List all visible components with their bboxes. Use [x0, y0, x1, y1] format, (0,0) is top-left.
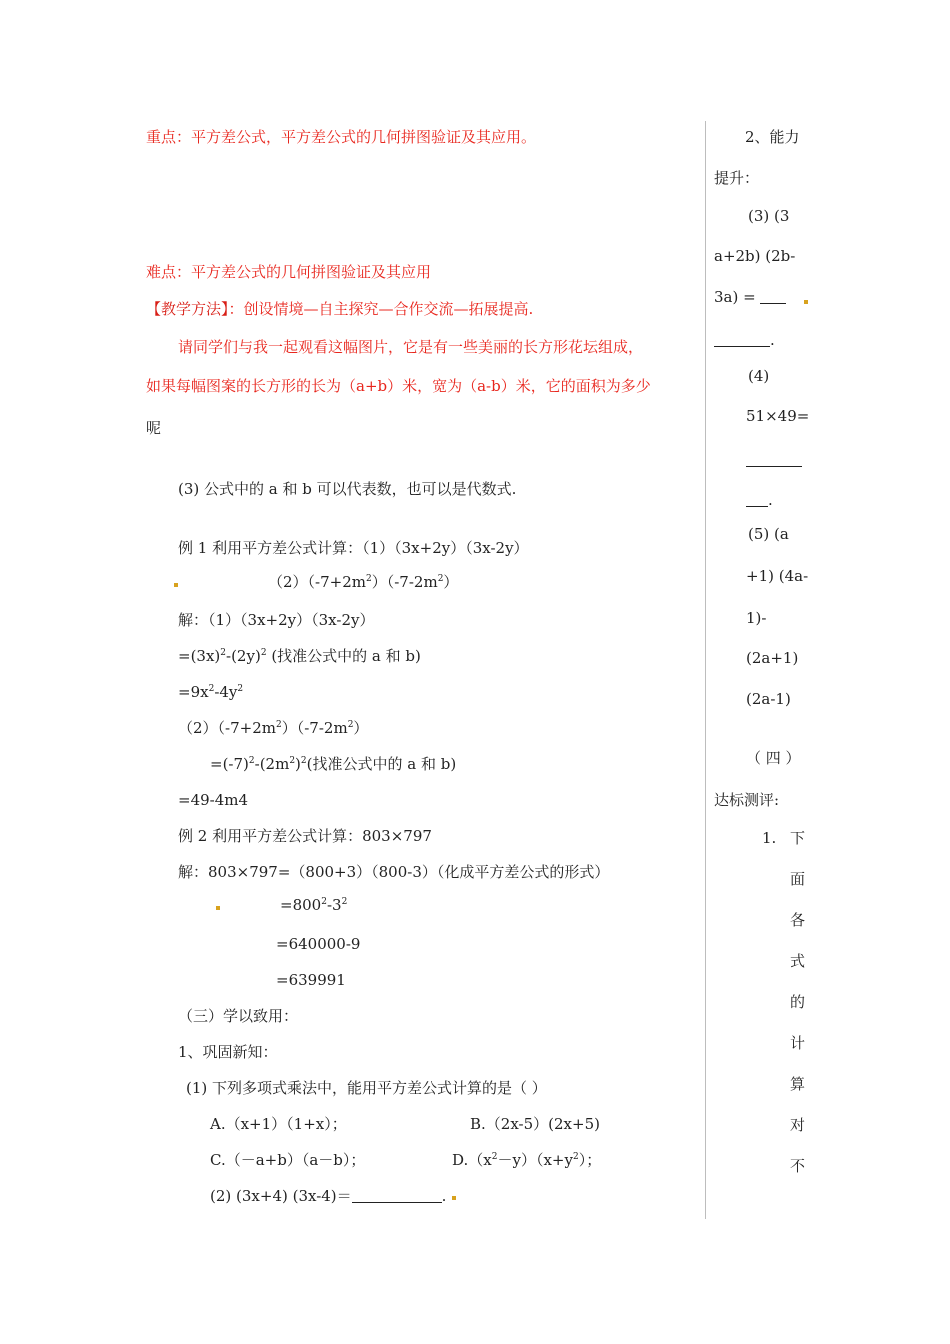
- example-2-title: 例 2 利用平方差公式计算：803×797: [178, 827, 432, 845]
- answer-blank[interactable]: [746, 452, 802, 467]
- intro-line-1: 请同学们与我一起观看这幅图片，它是有一些美丽的长方形花坛组成，: [178, 338, 644, 356]
- right-line-4: a+2b) (2b-: [714, 247, 796, 265]
- marker-dot: [216, 906, 220, 910]
- solution-1-line-4: $(2)(-7+2m^2)(-7-2m^2)$: [178, 719, 369, 737]
- right-line-1: 2、能力: [745, 128, 800, 146]
- right-line-17: 1.: [762, 829, 777, 847]
- vertical-char: 面: [790, 870, 806, 888]
- right-line-12: 1)-: [746, 609, 767, 627]
- option-c: C.（－a+b）（a－b）；: [210, 1151, 366, 1169]
- answer-blank[interactable]: [352, 1188, 442, 1203]
- solution-2-line-3: =640000-9: [276, 935, 361, 953]
- key-point: 重点：平方差公式，平方差公式的几何拼图验证及其应用。: [146, 128, 537, 146]
- solution-2-line-1: 解：803×797=（800+3）（800-3）（化成平方差公式的形式）: [178, 863, 610, 881]
- method-label: 【教学方法】: [146, 300, 229, 318]
- right-line-9: .: [746, 490, 773, 510]
- right-line-7: (4): [748, 367, 770, 385]
- note-3: (3) 公式中的 a 和 b 可以代表数，也可以是代数式.: [178, 480, 517, 498]
- right-line-15: （ 四 ）: [746, 749, 801, 767]
- marker-dot: [452, 1196, 456, 1200]
- example-1-title: 例 1 利用平方差公式计算：（1）（3x+2y）（3x-2y）: [178, 539, 529, 557]
- marker-dot: [804, 300, 808, 304]
- column-divider: [705, 121, 706, 1219]
- intro-line-2: 如果每幅图案的长方形的长为（a+b）米，宽为（a-b）米，它的面积为多少: [146, 377, 651, 395]
- solution-1-line-1: 解：（1）（3x+2y）（3x-2y）: [178, 611, 375, 629]
- right-line-2: 提升：: [714, 169, 760, 187]
- right-line-5: 3a) =: [714, 287, 786, 307]
- right-blank-line: [746, 450, 802, 470]
- method-text: ：创设情境—自主探究—合作交流—拓展提高.: [228, 300, 534, 318]
- question-1: (1) 下列多项式乘法中，能用平方差公式计算的是（ ）: [186, 1079, 547, 1097]
- vertical-char: 各: [790, 911, 806, 929]
- vertical-char: 下: [790, 829, 806, 847]
- solution-1-line-6: =49-4m4: [178, 791, 249, 809]
- right-line-10: (5) (a: [748, 525, 789, 543]
- vertical-char: 算: [790, 1075, 806, 1093]
- solution-2-line-2: $=800^2-3^2$: [280, 896, 348, 914]
- intro-line-3: 呢: [146, 419, 162, 437]
- vertical-char: 式: [790, 952, 806, 970]
- vertical-char: 对: [790, 1116, 806, 1134]
- solution-1-line-3: $=9x^2-4y^2$: [178, 683, 244, 701]
- section-3-heading: （三）学以致用：: [178, 1007, 299, 1025]
- option-a: A.（x+1）（1+x）；: [210, 1115, 347, 1133]
- question-2: (2) (3x+4) (3x-4)＝ .: [210, 1187, 447, 1205]
- right-line-14: (2a-1): [746, 690, 791, 708]
- right-line-13: (2a+1): [746, 649, 799, 667]
- option-b: B.（2x-5）(2x+5): [470, 1115, 600, 1133]
- marker-dot: [174, 583, 178, 587]
- solution-2-line-4: =639991: [276, 971, 346, 989]
- solution-1-line-2: $=(3x)^2-(2y)^2$ (找准公式中的 a 和 b): [178, 647, 421, 665]
- right-line-16: 达标测评:: [714, 791, 780, 809]
- vertical-char: 计: [790, 1034, 806, 1052]
- answer-blank[interactable]: [714, 332, 770, 347]
- solution-1-line-5: $=(-7)^2-(2m^2)^2$(找准公式中的 a 和 b): [210, 755, 457, 773]
- right-line-11: +1) (4a-: [746, 567, 809, 585]
- right-line-6: .: [714, 330, 775, 350]
- answer-blank[interactable]: [746, 492, 768, 507]
- vertical-char: 的: [790, 993, 806, 1011]
- option-d: $D.(x^2-y)(x+y^2)$；: [452, 1151, 602, 1169]
- consolidate-heading: 1、巩固新知：: [178, 1043, 278, 1061]
- teaching-method: [146, 299, 533, 319]
- difficulty-point: 难点：平方差公式的几何拼图验证及其应用: [146, 263, 432, 281]
- vertical-char: 不: [790, 1157, 806, 1175]
- example-1-part-2: $(2)(-7+2m^2)(-7-2m^2)$: [268, 573, 459, 591]
- right-line-8: 51×49=: [746, 407, 810, 425]
- answer-blank[interactable]: [760, 289, 786, 304]
- right-line-3: (3) (3: [748, 207, 790, 225]
